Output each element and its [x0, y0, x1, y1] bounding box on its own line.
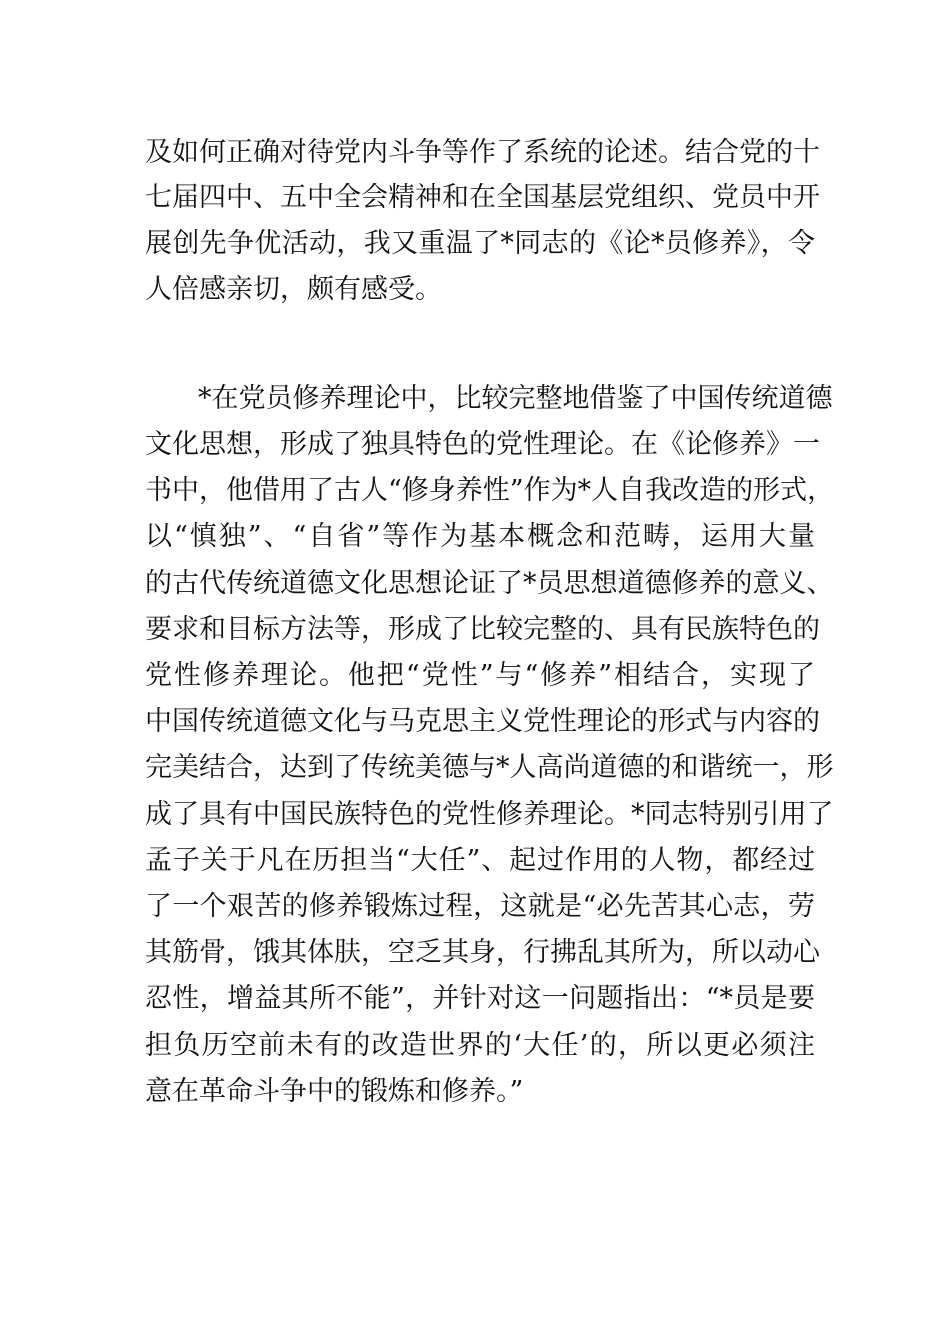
paragraph-line: 担负历空前未有的改造世界的‘大任’的，所以更必须注	[145, 1030, 815, 1061]
paragraph-line: 以“慎独”、“自省”等作为基本概念和范畴，运用大量	[145, 521, 815, 552]
paragraph-line: *在党员修养理论中，比较完整地借鉴了中国传统道德	[198, 383, 833, 414]
paragraph-line: 的古代传统道德文化思想论证了*员思想道德修养的意义、	[145, 568, 834, 599]
paragraph-line: 人倍感亲切，颇有感受。	[145, 274, 442, 305]
paragraph-line: 中国传统道德文化与马克思主义党性理论的形式与内容的	[145, 706, 820, 737]
paragraph-line: 完美结合，达到了传统美德与*人高尚道德的和谐统一，形	[145, 752, 834, 783]
paragraph-line: 意在革命斗争中的锻炼和修养。”	[145, 1076, 524, 1107]
paragraph-line: 要求和目标方法等，形成了比较完整的、具有民族特色的	[145, 614, 820, 645]
paragraph-line: 其筋骨，饿其体肤，空乏其身，行拂乱其所为，所以动心	[145, 937, 820, 968]
paragraph-line: 展创先争优活动，我又重温了*同志的《论*员修养》，令	[145, 228, 815, 259]
paragraph-line: 成了具有中国民族特色的党性修养理论。*同志特别引用了	[145, 799, 834, 830]
paragraph-line: 了一个艰苦的修养锻炼过程，这就是“必先苦其心志，劳	[145, 891, 815, 922]
paragraph-line: 文化思想，形成了独具特色的党性理论。在《论修养》一	[145, 429, 820, 460]
paragraph-line: 孟子关于凡在历担当“大任”、起过作用的人物，都经过	[145, 845, 815, 876]
paragraph-line: 党性修养理论。他把“党性”与“修养”相结合，实现了	[145, 660, 815, 691]
paragraph-line: 书中，他借用了古人“修身养性”作为*人自我改造的形式，	[145, 475, 835, 506]
paragraph-line: 七届四中、五中全会精神和在全国基层党组织、党员中开	[145, 182, 820, 213]
paragraph-line: 及如何正确对待党内斗争等作了系统的论述。结合党的十	[145, 137, 820, 168]
paragraph-line: 忍性，增益其所不能”，并针对这一问题指出：“*员是要	[145, 983, 815, 1014]
